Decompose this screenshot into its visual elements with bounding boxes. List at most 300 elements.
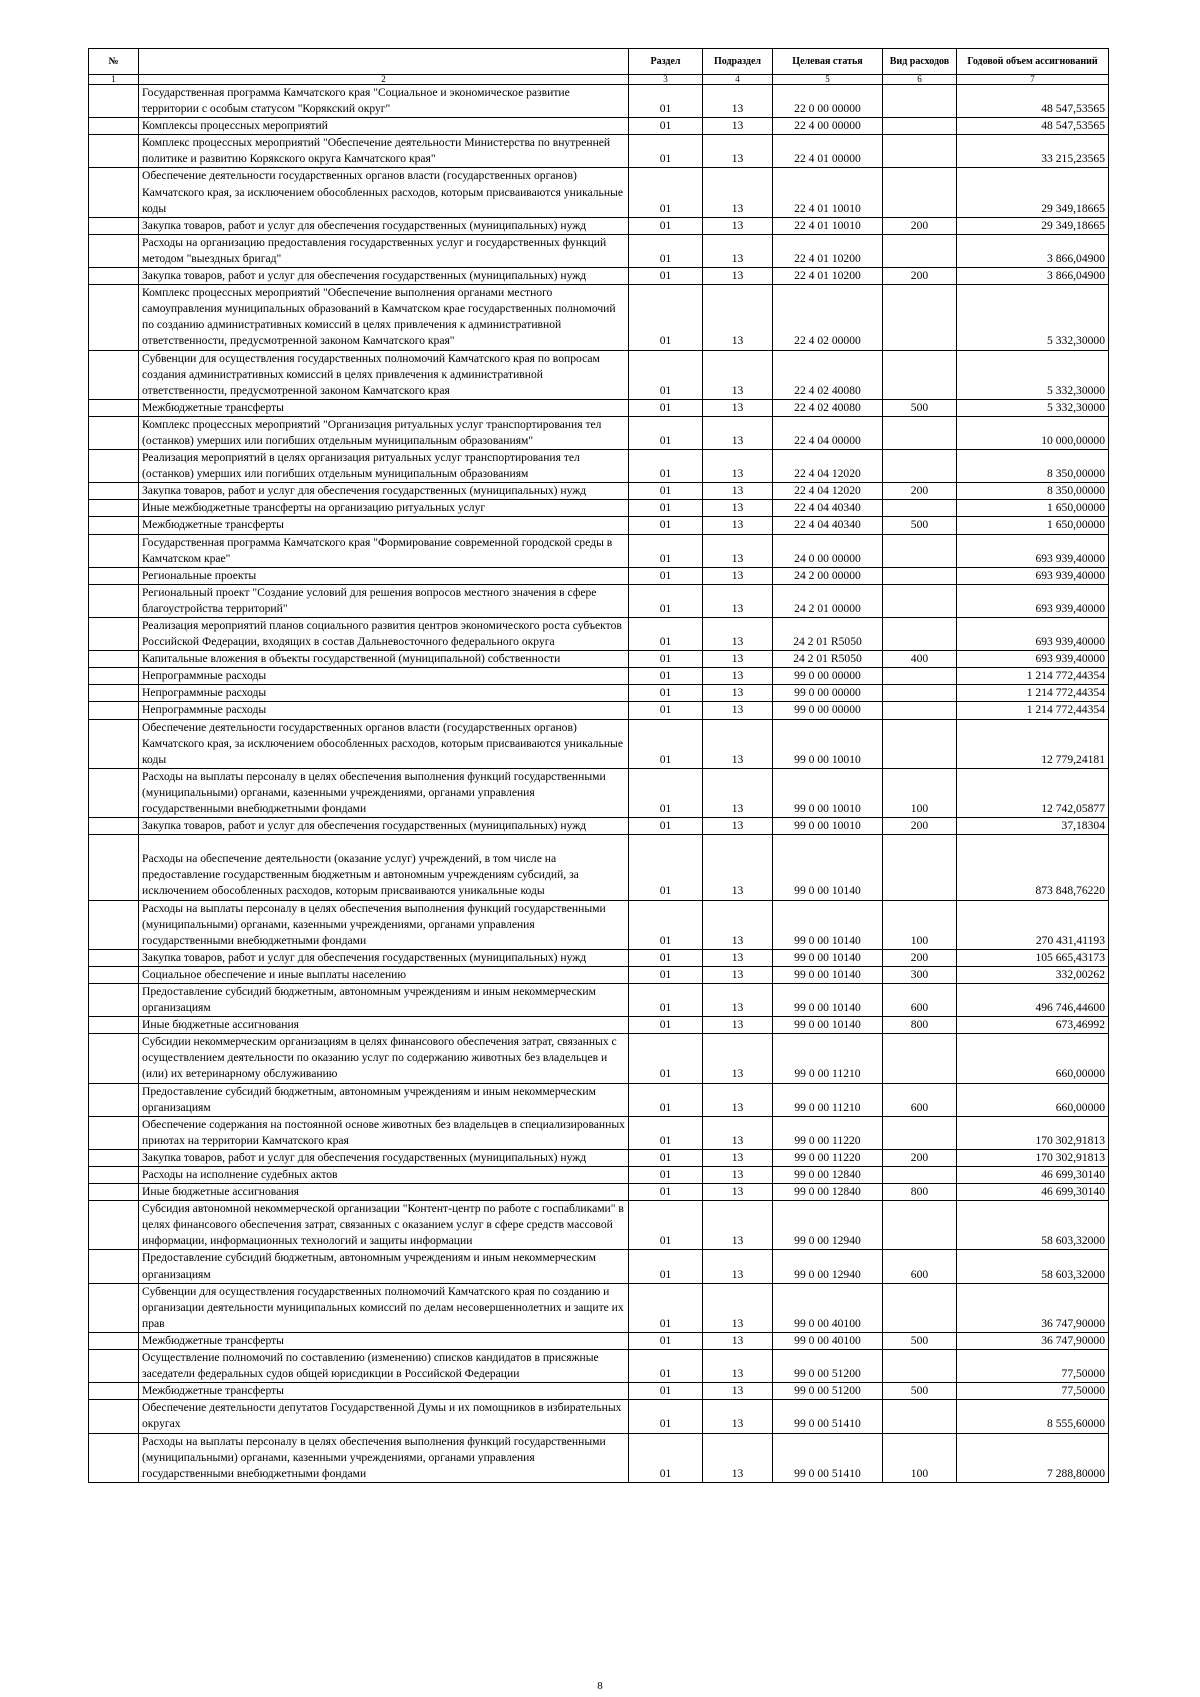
target-article-cell: 22 4 01 10200 bbox=[773, 268, 883, 285]
row-number-cell bbox=[89, 135, 139, 168]
expense-type-cell bbox=[883, 702, 957, 719]
razdel-cell: 01 bbox=[629, 1083, 703, 1116]
amount-cell: 496 746,44600 bbox=[957, 983, 1109, 1016]
amount-cell: 10 000,00000 bbox=[957, 416, 1109, 449]
razdel-cell: 01 bbox=[629, 285, 703, 350]
razdel-cell: 01 bbox=[629, 517, 703, 534]
target-article-cell: 99 0 00 51200 bbox=[773, 1350, 883, 1383]
amount-cell: 873 848,76220 bbox=[957, 835, 1109, 900]
amount-cell: 3 866,04900 bbox=[957, 234, 1109, 267]
target-article-cell: 22 4 02 00000 bbox=[773, 285, 883, 350]
column-number: 1 bbox=[89, 75, 139, 85]
amount-cell: 48 547,53565 bbox=[957, 118, 1109, 135]
row-number-cell bbox=[89, 685, 139, 702]
row-number-cell bbox=[89, 350, 139, 399]
target-article-cell: 24 2 01 R5050 bbox=[773, 618, 883, 651]
razdel-cell: 01 bbox=[629, 1201, 703, 1250]
target-article-cell: 99 0 00 11220 bbox=[773, 1149, 883, 1166]
target-article-cell: 99 0 00 10140 bbox=[773, 983, 883, 1016]
row-number-cell bbox=[89, 1400, 139, 1433]
row-name-cell: Закупка товаров, работ и услуг для обеспечения государственных (муниципальных) нужд bbox=[139, 483, 629, 500]
table-row bbox=[89, 949, 1109, 966]
expense-type-cell bbox=[883, 168, 957, 217]
amount-cell: 693 939,40000 bbox=[957, 651, 1109, 668]
table-row bbox=[89, 567, 1109, 584]
target-article-cell: 22 4 04 12020 bbox=[773, 483, 883, 500]
row-name-cell: Иные межбюджетные трансферты на организацию ритуальных услуг bbox=[139, 500, 629, 517]
target-article-cell: 99 0 00 10140 bbox=[773, 900, 883, 949]
target-article-cell: 99 0 00 10010 bbox=[773, 719, 883, 768]
amount-cell: 7 288,80000 bbox=[957, 1433, 1109, 1482]
table-row bbox=[89, 1250, 1109, 1283]
podrazdel-cell: 13 bbox=[703, 1250, 773, 1283]
amount-cell: 693 939,40000 bbox=[957, 618, 1109, 651]
podrazdel-cell: 13 bbox=[703, 399, 773, 416]
razdel-cell: 01 bbox=[629, 702, 703, 719]
row-name-cell: Предоставление субсидий бюджетным, автономным учреждениям и иным некоммерческим организациям bbox=[139, 1250, 629, 1283]
target-article-cell: 99 0 00 10010 bbox=[773, 818, 883, 835]
target-article-cell: 22 4 02 40080 bbox=[773, 399, 883, 416]
row-number-cell bbox=[89, 1350, 139, 1383]
expense-type-cell: 200 bbox=[883, 818, 957, 835]
amount-cell: 693 939,40000 bbox=[957, 584, 1109, 617]
razdel-cell: 01 bbox=[629, 1167, 703, 1184]
expense-type-cell bbox=[883, 85, 957, 118]
row-name-cell: Непрограммные расходы bbox=[139, 685, 629, 702]
expense-type-cell: 100 bbox=[883, 1433, 957, 1482]
table-row bbox=[89, 1116, 1109, 1149]
podrazdel-cell: 13 bbox=[703, 1283, 773, 1332]
amount-cell: 693 939,40000 bbox=[957, 567, 1109, 584]
row-number-cell bbox=[89, 949, 139, 966]
row-name-cell: Межбюджетные трансферты bbox=[139, 517, 629, 534]
amount-cell: 1 650,00000 bbox=[957, 517, 1109, 534]
razdel-cell: 01 bbox=[629, 483, 703, 500]
amount-cell: 58 603,32000 bbox=[957, 1250, 1109, 1283]
table-row bbox=[89, 85, 1109, 118]
razdel-cell: 01 bbox=[629, 85, 703, 118]
razdel-cell: 01 bbox=[629, 118, 703, 135]
expense-type-cell bbox=[883, 1034, 957, 1083]
amount-cell: 660,00000 bbox=[957, 1034, 1109, 1083]
column-number-row bbox=[89, 75, 1109, 85]
table-row bbox=[89, 416, 1109, 449]
row-number-cell bbox=[89, 768, 139, 817]
table-row bbox=[89, 500, 1109, 517]
table-row bbox=[89, 483, 1109, 500]
table-row bbox=[89, 685, 1109, 702]
table-row bbox=[89, 1332, 1109, 1349]
podrazdel-cell: 13 bbox=[703, 85, 773, 118]
target-article-cell: 22 4 02 40080 bbox=[773, 350, 883, 399]
target-article-cell: 99 0 00 00000 bbox=[773, 685, 883, 702]
page-number: 8 bbox=[597, 1680, 603, 1692]
row-number-cell bbox=[89, 584, 139, 617]
expense-type-cell bbox=[883, 135, 957, 168]
razdel-cell: 01 bbox=[629, 534, 703, 567]
row-number-cell bbox=[89, 1083, 139, 1116]
row-number-cell bbox=[89, 1283, 139, 1332]
amount-cell: 46 699,30140 bbox=[957, 1167, 1109, 1184]
row-name-cell: Социальное обеспечение и иные выплаты населению bbox=[139, 966, 629, 983]
amount-cell: 693 939,40000 bbox=[957, 534, 1109, 567]
target-article-cell: 99 0 00 11210 bbox=[773, 1083, 883, 1116]
target-article-cell: 22 4 01 10010 bbox=[773, 168, 883, 217]
row-name-cell: Обеспечение деятельности государственных органов власти (государственных органов) Камчатского края, за исключением обособленных расходов, которым присваиваются уникальные коды bbox=[139, 719, 629, 768]
target-article-cell: 22 4 04 00000 bbox=[773, 416, 883, 449]
expense-type-cell: 100 bbox=[883, 768, 957, 817]
podrazdel-cell: 13 bbox=[703, 268, 773, 285]
table-header-row bbox=[89, 49, 1109, 75]
podrazdel-cell: 13 bbox=[703, 1433, 773, 1482]
table-row bbox=[89, 1201, 1109, 1250]
amount-cell: 8 555,60000 bbox=[957, 1400, 1109, 1433]
expense-type-cell: 200 bbox=[883, 268, 957, 285]
podrazdel-cell: 13 bbox=[703, 702, 773, 719]
amount-cell: 36 747,90000 bbox=[957, 1283, 1109, 1332]
row-number-cell bbox=[89, 534, 139, 567]
target-article-cell: 99 0 00 12840 bbox=[773, 1184, 883, 1201]
row-number-cell bbox=[89, 900, 139, 949]
expense-type-cell: 200 bbox=[883, 483, 957, 500]
row-number-cell bbox=[89, 983, 139, 1016]
row-name-cell: Непрограммные расходы bbox=[139, 702, 629, 719]
podrazdel-cell: 13 bbox=[703, 818, 773, 835]
table-row bbox=[89, 217, 1109, 234]
row-number-cell bbox=[89, 618, 139, 651]
table-row bbox=[89, 1433, 1109, 1482]
row-name-cell: Расходы на обеспечение деятельности (оказание услуг) учреждений, в том числе на предоставление государственным бюджетным и автономным учреждениям субсидий, за исключением обособленных расходов, которым присваиваются уникальные коды bbox=[139, 835, 629, 900]
razdel-cell: 01 bbox=[629, 668, 703, 685]
row-name-cell: Комплекс процессных мероприятий "Организация ритуальных услуг транспортирования тел (останков) умерших или погибших отдельным муниципальным образованиям" bbox=[139, 416, 629, 449]
row-number-cell bbox=[89, 818, 139, 835]
amount-cell: 170 302,91813 bbox=[957, 1149, 1109, 1166]
expense-type-cell: 200 bbox=[883, 217, 957, 234]
amount-cell: 170 302,91813 bbox=[957, 1116, 1109, 1149]
amount-cell: 105 665,43173 bbox=[957, 949, 1109, 966]
table-row bbox=[89, 450, 1109, 483]
table-row bbox=[89, 168, 1109, 217]
target-article-cell: 22 4 01 00000 bbox=[773, 135, 883, 168]
podrazdel-cell: 13 bbox=[703, 618, 773, 651]
table-row bbox=[89, 618, 1109, 651]
razdel-cell: 01 bbox=[629, 399, 703, 416]
amount-cell: 332,00262 bbox=[957, 966, 1109, 983]
table-row bbox=[89, 1149, 1109, 1166]
row-number-cell bbox=[89, 719, 139, 768]
podrazdel-cell: 13 bbox=[703, 135, 773, 168]
podrazdel-cell: 13 bbox=[703, 835, 773, 900]
podrazdel-cell: 13 bbox=[703, 685, 773, 702]
amount-cell: 1 650,00000 bbox=[957, 500, 1109, 517]
expense-type-cell bbox=[883, 835, 957, 900]
row-name-cell: Иные бюджетные ассигнования bbox=[139, 1184, 629, 1201]
row-name-cell: Субвенции для осуществления государственных полномочий Камчатского края по вопросам создания административных комиссий в целях привлечения к административной ответственности, предусмотренной законом Камчатского края bbox=[139, 350, 629, 399]
razdel-cell: 01 bbox=[629, 651, 703, 668]
row-name-cell: Расходы на выплаты персоналу в целях обеспечения выполнения функций государственными (муниципальными) органами, казенными учреждениями, органами управления государственными внебюджетными фондами bbox=[139, 1433, 629, 1482]
row-name-cell: Расходы на организацию предоставления государственных услуг и государственных функций методом "выездных бригад" bbox=[139, 234, 629, 267]
razdel-cell: 01 bbox=[629, 584, 703, 617]
amount-cell: 77,50000 bbox=[957, 1383, 1109, 1400]
podrazdel-cell: 13 bbox=[703, 1201, 773, 1250]
table-row bbox=[89, 1184, 1109, 1201]
razdel-cell: 01 bbox=[629, 1383, 703, 1400]
podrazdel-cell: 13 bbox=[703, 416, 773, 449]
row-number-cell bbox=[89, 234, 139, 267]
header-podrazdel: Подраздел bbox=[703, 49, 773, 75]
table-row bbox=[89, 1350, 1109, 1383]
amount-cell: 29 349,18665 bbox=[957, 217, 1109, 234]
podrazdel-cell: 13 bbox=[703, 1400, 773, 1433]
razdel-cell: 01 bbox=[629, 1034, 703, 1083]
expense-type-cell bbox=[883, 1167, 957, 1184]
podrazdel-cell: 13 bbox=[703, 1149, 773, 1166]
podrazdel-cell: 13 bbox=[703, 567, 773, 584]
row-name-cell: Субвенции для осуществления государственных полномочий Камчатского края по созданию и организации деятельности муниципальных комиссий по делам несовершеннолетних и защите их прав bbox=[139, 1283, 629, 1332]
row-number-cell bbox=[89, 168, 139, 217]
expense-type-cell bbox=[883, 668, 957, 685]
razdel-cell: 01 bbox=[629, 949, 703, 966]
row-number-cell bbox=[89, 567, 139, 584]
podrazdel-cell: 13 bbox=[703, 768, 773, 817]
row-number-cell bbox=[89, 399, 139, 416]
row-name-cell: Комплексы процессных мероприятий bbox=[139, 118, 629, 135]
row-name-cell: Предоставление субсидий бюджетным, автономным учреждениям и иным некоммерческим организациям bbox=[139, 1083, 629, 1116]
row-name-cell: Комплекс процессных мероприятий "Обеспечение выполнения органами местного самоуправления муниципальных образований в Камчатском крае государственных полномочий по созданию административных комиссий в целях привлечения к административной ответственности, предусмотренной законом Камчатского края" bbox=[139, 285, 629, 350]
target-article-cell: 22 0 00 00000 bbox=[773, 85, 883, 118]
podrazdel-cell: 13 bbox=[703, 483, 773, 500]
podrazdel-cell: 13 bbox=[703, 1332, 773, 1349]
target-article-cell: 99 0 00 10140 bbox=[773, 949, 883, 966]
expense-type-cell bbox=[883, 567, 957, 584]
expense-type-cell: 600 bbox=[883, 1250, 957, 1283]
expense-type-cell: 500 bbox=[883, 1332, 957, 1349]
amount-cell: 5 332,30000 bbox=[957, 285, 1109, 350]
header-razdel: Раздел bbox=[629, 49, 703, 75]
target-article-cell: 99 0 00 51410 bbox=[773, 1400, 883, 1433]
table-body bbox=[89, 85, 1109, 1483]
expense-type-cell bbox=[883, 500, 957, 517]
razdel-cell: 01 bbox=[629, 818, 703, 835]
target-article-cell: 99 0 00 51410 bbox=[773, 1433, 883, 1482]
table-row bbox=[89, 584, 1109, 617]
row-name-cell: Расходы на выплаты персоналу в целях обеспечения выполнения функций государственными (муниципальными) органами, казенными учреждениями, органами управления государственными внебюджетными фондами bbox=[139, 900, 629, 949]
expense-type-cell bbox=[883, 416, 957, 449]
row-name-cell: Закупка товаров, работ и услуг для обеспечения государственных (муниципальных) нужд bbox=[139, 268, 629, 285]
row-name-cell: Непрограммные расходы bbox=[139, 668, 629, 685]
amount-cell: 5 332,30000 bbox=[957, 399, 1109, 416]
row-name-cell: Обеспечение содержания на постоянной основе животных без владельцев в специализированных приютах на территории Камчатского края bbox=[139, 1116, 629, 1149]
amount-cell: 77,50000 bbox=[957, 1350, 1109, 1383]
amount-cell: 660,00000 bbox=[957, 1083, 1109, 1116]
expense-type-cell bbox=[883, 685, 957, 702]
target-article-cell: 99 0 00 11220 bbox=[773, 1116, 883, 1149]
expense-type-cell bbox=[883, 234, 957, 267]
row-number-cell bbox=[89, 1149, 139, 1166]
razdel-cell: 01 bbox=[629, 966, 703, 983]
razdel-cell: 01 bbox=[629, 835, 703, 900]
expense-type-cell: 300 bbox=[883, 966, 957, 983]
target-article-cell: 99 0 00 12940 bbox=[773, 1250, 883, 1283]
podrazdel-cell: 13 bbox=[703, 517, 773, 534]
amount-cell: 36 747,90000 bbox=[957, 1332, 1109, 1349]
target-article-cell: 24 2 01 R5050 bbox=[773, 651, 883, 668]
podrazdel-cell: 13 bbox=[703, 118, 773, 135]
target-article-cell: 99 0 00 12940 bbox=[773, 1201, 883, 1250]
row-number-cell bbox=[89, 1116, 139, 1149]
row-number-cell bbox=[89, 500, 139, 517]
expense-type-cell bbox=[883, 1116, 957, 1149]
table-row bbox=[89, 1034, 1109, 1083]
row-name-cell: Расходы на исполнение судебных актов bbox=[139, 1167, 629, 1184]
table-row bbox=[89, 350, 1109, 399]
target-article-cell: 99 0 00 11210 bbox=[773, 1034, 883, 1083]
row-name-cell: Реализация мероприятий в целях организация ритуальных услуг транспортирования тел (останков) умерших или погибших отдельным муниципальным образованиям bbox=[139, 450, 629, 483]
row-name-cell: Комплекс процессных мероприятий "Обеспечение деятельности Министерства по внутренней политике и развитию Корякского округа Камчатского края" bbox=[139, 135, 629, 168]
amount-cell: 1 214 772,44354 bbox=[957, 702, 1109, 719]
amount-cell: 12 779,24181 bbox=[957, 719, 1109, 768]
column-number: 3 bbox=[629, 75, 703, 85]
table-row bbox=[89, 1017, 1109, 1034]
row-name-cell: Межбюджетные трансферты bbox=[139, 1383, 629, 1400]
row-number-cell bbox=[89, 1383, 139, 1400]
row-name-cell: Межбюджетные трансферты bbox=[139, 1332, 629, 1349]
table-row bbox=[89, 1083, 1109, 1116]
header-name bbox=[139, 49, 629, 75]
target-article-cell: 22 4 04 12020 bbox=[773, 450, 883, 483]
table-row bbox=[89, 900, 1109, 949]
row-name-cell: Иные бюджетные ассигнования bbox=[139, 1017, 629, 1034]
row-number-cell bbox=[89, 285, 139, 350]
table-row bbox=[89, 719, 1109, 768]
row-number-cell bbox=[89, 416, 139, 449]
razdel-cell: 01 bbox=[629, 1350, 703, 1383]
razdel-cell: 01 bbox=[629, 768, 703, 817]
amount-cell: 29 349,18665 bbox=[957, 168, 1109, 217]
table-row bbox=[89, 983, 1109, 1016]
amount-cell: 5 332,30000 bbox=[957, 350, 1109, 399]
podrazdel-cell: 13 bbox=[703, 668, 773, 685]
row-name-cell: Капитальные вложения в объекты государственной (муниципальной) собственности bbox=[139, 651, 629, 668]
amount-cell: 673,46992 bbox=[957, 1017, 1109, 1034]
podrazdel-cell: 13 bbox=[703, 534, 773, 567]
amount-cell: 33 215,23565 bbox=[957, 135, 1109, 168]
expense-type-cell bbox=[883, 118, 957, 135]
table-row bbox=[89, 399, 1109, 416]
row-name-cell: Региональный проект "Создание условий для решения вопросов местного значения в сфере благоустройства территорий" bbox=[139, 584, 629, 617]
podrazdel-cell: 13 bbox=[703, 1017, 773, 1034]
expense-type-cell: 500 bbox=[883, 517, 957, 534]
target-article-cell: 22 4 04 40340 bbox=[773, 500, 883, 517]
razdel-cell: 01 bbox=[629, 450, 703, 483]
target-article-cell: 24 0 00 00000 bbox=[773, 534, 883, 567]
column-number: 2 bbox=[139, 75, 629, 85]
amount-cell: 48 547,53565 bbox=[957, 85, 1109, 118]
row-number-cell bbox=[89, 450, 139, 483]
razdel-cell: 01 bbox=[629, 983, 703, 1016]
row-number-cell bbox=[89, 1184, 139, 1201]
podrazdel-cell: 13 bbox=[703, 450, 773, 483]
amount-cell: 8 350,00000 bbox=[957, 483, 1109, 500]
row-number-cell bbox=[89, 217, 139, 234]
podrazdel-cell: 13 bbox=[703, 900, 773, 949]
row-number-cell bbox=[89, 966, 139, 983]
row-number-cell bbox=[89, 1017, 139, 1034]
expense-type-cell bbox=[883, 719, 957, 768]
target-article-cell: 99 0 00 10140 bbox=[773, 966, 883, 983]
row-number-cell bbox=[89, 1034, 139, 1083]
podrazdel-cell: 13 bbox=[703, 350, 773, 399]
row-name-cell: Субсидия автономной некоммерческой организации "Контент-центр по работе с госпабликами" в целях финансового обеспечения затрат, связанных с оказанием услуг в сфере средств массовой информации, информационных технологий и защиты информации bbox=[139, 1201, 629, 1250]
row-number-cell bbox=[89, 1433, 139, 1482]
row-number-cell bbox=[89, 1167, 139, 1184]
row-number-cell bbox=[89, 85, 139, 118]
razdel-cell: 01 bbox=[629, 719, 703, 768]
row-name-cell: Государственная программа Камчатского края "Социальное и экономическое развитие территории с особым статусом "Корякский округ" bbox=[139, 85, 629, 118]
expense-type-cell: 200 bbox=[883, 1149, 957, 1166]
table-row bbox=[89, 1400, 1109, 1433]
podrazdel-cell: 13 bbox=[703, 949, 773, 966]
table-row bbox=[89, 651, 1109, 668]
row-number-cell bbox=[89, 517, 139, 534]
expense-type-cell: 200 bbox=[883, 949, 957, 966]
expense-type-cell bbox=[883, 1350, 957, 1383]
expense-type-cell: 600 bbox=[883, 1083, 957, 1116]
expense-type-cell bbox=[883, 534, 957, 567]
podrazdel-cell: 13 bbox=[703, 285, 773, 350]
target-article-cell: 22 4 00 00000 bbox=[773, 118, 883, 135]
table-row bbox=[89, 118, 1109, 135]
row-number-cell bbox=[89, 702, 139, 719]
row-name-cell: Субсидии некоммерческим организациям в целях финансового обеспечения затрат, связанных с осуществлением деятельности по оказанию услуг по содержанию животных без владельцев и (или) их ветеринарному обслуживанию bbox=[139, 1034, 629, 1083]
razdel-cell: 01 bbox=[629, 1400, 703, 1433]
target-article-cell: 24 2 01 00000 bbox=[773, 584, 883, 617]
amount-cell: 58 603,32000 bbox=[957, 1201, 1109, 1250]
row-name-cell: Расходы на выплаты персоналу в целях обеспечения выполнения функций государственными (муниципальными) органами, казенными учреждениями, органами управления государственными внебюджетными фондами bbox=[139, 768, 629, 817]
target-article-cell: 99 0 00 00000 bbox=[773, 668, 883, 685]
razdel-cell: 01 bbox=[629, 1017, 703, 1034]
razdel-cell: 01 bbox=[629, 900, 703, 949]
razdel-cell: 01 bbox=[629, 416, 703, 449]
amount-cell: 3 866,04900 bbox=[957, 268, 1109, 285]
podrazdel-cell: 13 bbox=[703, 1083, 773, 1116]
podrazdel-cell: 13 bbox=[703, 1350, 773, 1383]
expense-type-cell bbox=[883, 1201, 957, 1250]
target-article-cell: 24 2 00 00000 bbox=[773, 567, 883, 584]
expense-type-cell bbox=[883, 584, 957, 617]
podrazdel-cell: 13 bbox=[703, 966, 773, 983]
amount-cell: 37,18304 bbox=[957, 818, 1109, 835]
amount-cell: 1 214 772,44354 bbox=[957, 685, 1109, 702]
razdel-cell: 01 bbox=[629, 500, 703, 517]
budget-document bbox=[88, 48, 1108, 1483]
razdel-cell: 01 bbox=[629, 1184, 703, 1201]
podrazdel-cell: 13 bbox=[703, 1383, 773, 1400]
razdel-cell: 01 bbox=[629, 1332, 703, 1349]
podrazdel-cell: 13 bbox=[703, 719, 773, 768]
podrazdel-cell: 13 bbox=[703, 217, 773, 234]
table-row bbox=[89, 818, 1109, 835]
razdel-cell: 01 bbox=[629, 135, 703, 168]
target-article-cell: 22 4 04 40340 bbox=[773, 517, 883, 534]
table-row bbox=[89, 1383, 1109, 1400]
target-article-cell: 99 0 00 40100 bbox=[773, 1283, 883, 1332]
expense-type-cell bbox=[883, 618, 957, 651]
amount-cell: 12 742,05877 bbox=[957, 768, 1109, 817]
row-name-cell: Предоставление субсидий бюджетным, автономным учреждениям и иным некоммерческим организациям bbox=[139, 983, 629, 1016]
expense-type-cell: 500 bbox=[883, 399, 957, 416]
budget-table bbox=[88, 48, 1109, 1483]
